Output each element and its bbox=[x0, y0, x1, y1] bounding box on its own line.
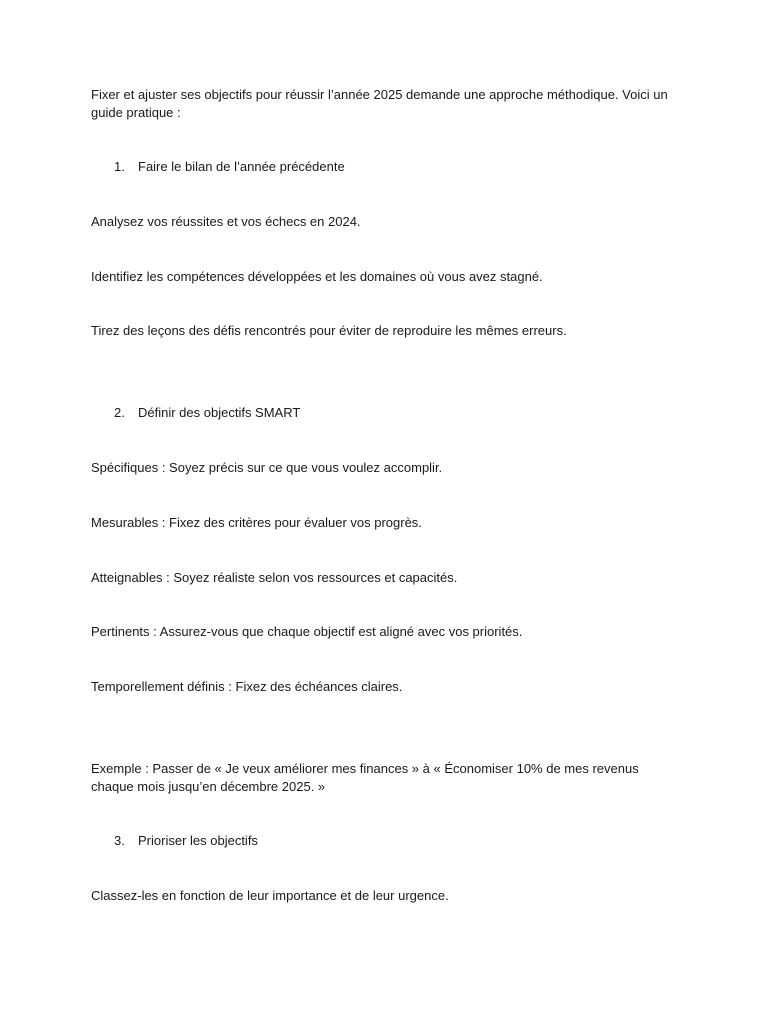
list-number: 2. bbox=[114, 405, 125, 420]
list-number: 3. bbox=[114, 833, 125, 848]
intro-paragraph: Fixer et ajuster ses objectifs pour réussir l’année 2025 demande une approche méthodique. Voici un guide pratique : bbox=[91, 87, 668, 120]
paragraph: Identifiez les compétences développées et les domaines où vous avez stagné. bbox=[91, 269, 543, 284]
paragraph: Classez-les en fonction de leur importance et de leur urgence. bbox=[91, 888, 449, 903]
paragraph: Spécifiques : Soyez précis sur ce que vous voulez accomplir. bbox=[91, 460, 443, 475]
section-title: Définir des objectifs SMART bbox=[138, 405, 301, 420]
paragraph: Mesurables : Fixez des critères pour évaluer vos progrès. bbox=[91, 515, 422, 530]
paragraph: Atteignables : Soyez réaliste selon vos ressources et capacités. bbox=[91, 570, 458, 585]
section-heading-3 bbox=[114, 832, 258, 850]
paragraph: Pertinents : Assurez-vous que chaque objectif est aligné avec vos priorités. bbox=[91, 624, 523, 639]
paragraph: Analysez vos réussites et vos échecs en 2024. bbox=[91, 214, 361, 229]
paragraph: Tirez des leçons des défis rencontrés pour éviter de reproduire les mêmes erreurs. bbox=[91, 323, 567, 338]
section-title: Prioriser les objectifs bbox=[138, 833, 258, 848]
section-heading-2 bbox=[114, 404, 300, 422]
list-number: 1. bbox=[114, 159, 125, 174]
section-heading-1 bbox=[114, 158, 345, 176]
section-title: Faire le bilan de l’année précédente bbox=[138, 159, 345, 174]
paragraph: Temporellement définis : Fixez des échéances claires. bbox=[91, 679, 403, 694]
example-paragraph: Exemple : Passer de « Je veux améliorer mes finances » à « Économiser 10% de mes revenus chaque mois jusqu’en décembre 2025. » bbox=[91, 761, 639, 794]
